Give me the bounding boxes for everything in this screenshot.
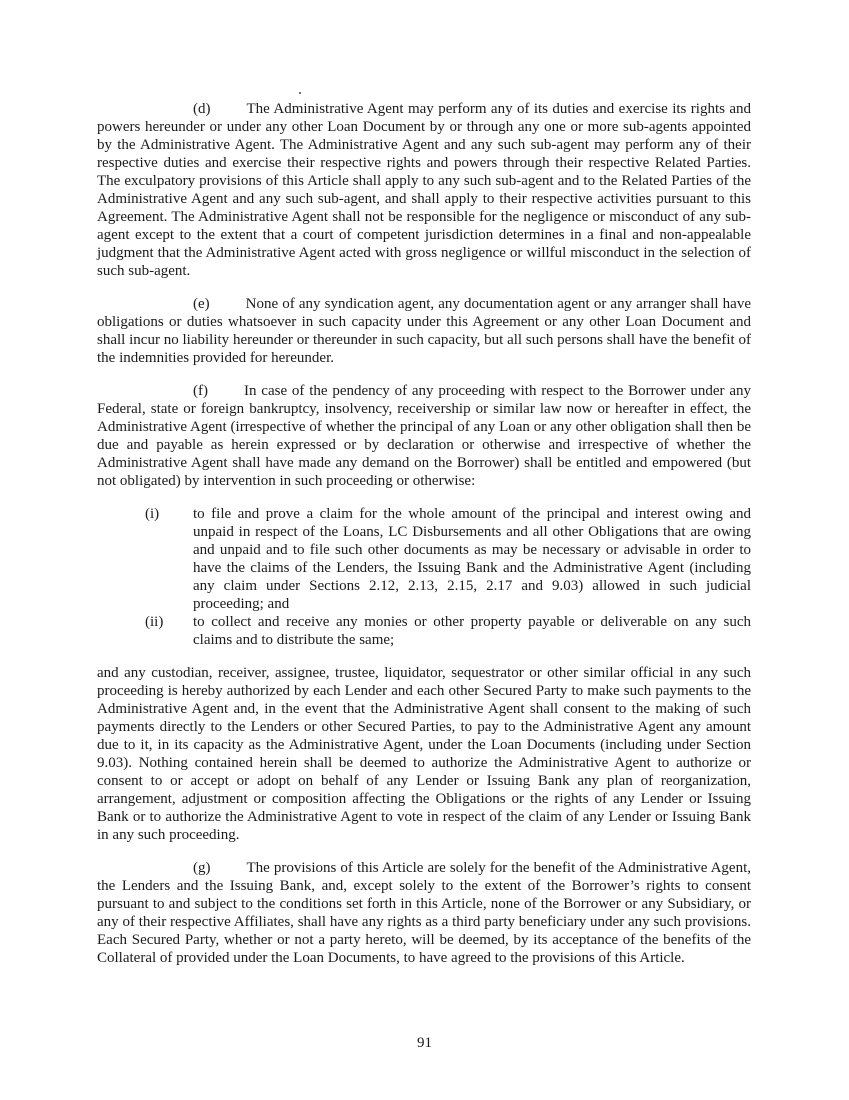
paragraph-e-text: None of any syndication agent, any documentation agent or any arranger shall have obligations or duties whatsoever in such capacity under this Agreement or any other Loan Document and shall incur no liability hereunder or thereunder in such capacity, but all such persons shall have the benefit of the indemnities provided for hereunder. (97, 296, 751, 366)
paragraph-g-label: (g) (193, 860, 211, 876)
paragraph-e (97, 295, 751, 367)
list-item-i (97, 505, 751, 613)
paragraph-e-label: (e) (193, 296, 210, 312)
paragraph-d (97, 100, 751, 280)
paragraph-f-text: In case of the pendency of any proceeding with respect to the Borrower under any Federal, state or foreign bankruptcy, insolvency, receivership or similar law now or hereafter in effect, the Administrative Agent (irrespective of whether the principal of any Loan or any other obligation shall then be due and payable as herein expressed or by declaration or otherwise and irrespective of whether the Administrative Agent shall have made any demand on the Borrower) shall be entitled and empowered (but not obligated) by intervention in such proceeding or otherwise: (97, 383, 751, 489)
paragraph-continuation-text: and any custodian, receiver, assignee, trustee, liquidator, sequestrator or other similar official in any such proceeding is hereby authorized by each Lender and each other Secured Party to make such payments to the Administrative Agent and, in the event that the Administrative Agent shall consent to the making of such payments directly to the Lenders or other Secured Parties, to pay to the Administrative Agent any amount due to it, in its capacity as the Administrative Agent, under the Loan Documents (including under Section 9.03). Nothing contained herein shall be deemed to authorize the Administrative Agent to authorize or consent to or accept or adopt on behalf of any Lender or Issuing Bank any plan of reorganization, arrangement, adjustment or composition affecting the Obligations or the rights of any Lender or Issuing Bank or to authorize the Administrative Agent to vote in respect of the claim of any Lender or Issuing Bank in any such proceeding. (97, 665, 751, 843)
paragraph-f-label: (f) (193, 383, 208, 399)
list-item-i-text: to file and prove a claim for the whole amount of the principal and interest owing and unpaid in respect of the Loans, LC Disbursements and all other Obligations that are owing and unpaid and to file such other documents as may be necessary or advisable in order to have the claims of the Lenders, the Issuing Bank and the Administrative Agent (including any claim under Sections 2.12, 2.13, 2.15, 2.17 and 9.03) allowed in such judicial proceeding; and (193, 506, 751, 612)
paragraph-d-text: The Administrative Agent may perform any of its duties and exercise its rights and powers hereunder or under any other Loan Document by or through any one or more sub-agents appointed by the Administrative Agent. The Administrative Agent and any such sub-agent may perform any of their respective duties and exercise their respective rights and powers through their respective Related Parties. The exculpatory provisions of this Article shall apply to any such sub-agent and to the Related Parties of the Administrative Agent and any such sub-agent, and shall apply to their respective activities pursuant to this Agreement. The Administrative Agent shall not be responsible for the negligence or misconduct of any sub-agent except to the extent that a court of competent jurisdiction determines in a final and non-appealable judgment that the Administrative Agent acted with gross negligence or willful misconduct in the selection of such sub-agent. (97, 101, 751, 279)
paragraph-f (97, 382, 751, 490)
paragraph-d-label: (d) (193, 101, 211, 117)
document-body (97, 100, 751, 982)
paragraph-g-text: The provisions of this Article are solely for the benefit of the Administrative Agent, the Lenders and the Issuing Bank, and, except solely to the extent of the Borrower’s rights to consent pursuant to and subject to the conditions set forth in this Article, none of the Borrower or any Subsidiary, or any of their respective Affiliates, shall have any rights as a third party beneficiary under any such provisions. Each Secured Party, whether or not a party hereto, will be deemed, by its acceptance of the benefits of the Collateral of provided under the Loan Documents, to have agreed to the provisions of this Article. (97, 860, 751, 966)
list-item-ii-text: to collect and receive any monies or other property payable or deliverable on any such claims and to distribute the same; (193, 614, 751, 648)
page-number: 91 (417, 1035, 432, 1051)
list-item-ii (97, 613, 751, 649)
paragraph-g (97, 859, 751, 967)
list-item-ii-label: (ii) (145, 614, 164, 630)
clause-list (97, 505, 751, 649)
paragraph-continuation (97, 664, 751, 844)
scan-artifact-dot (299, 92, 301, 94)
list-item-i-label: (i) (145, 506, 160, 522)
